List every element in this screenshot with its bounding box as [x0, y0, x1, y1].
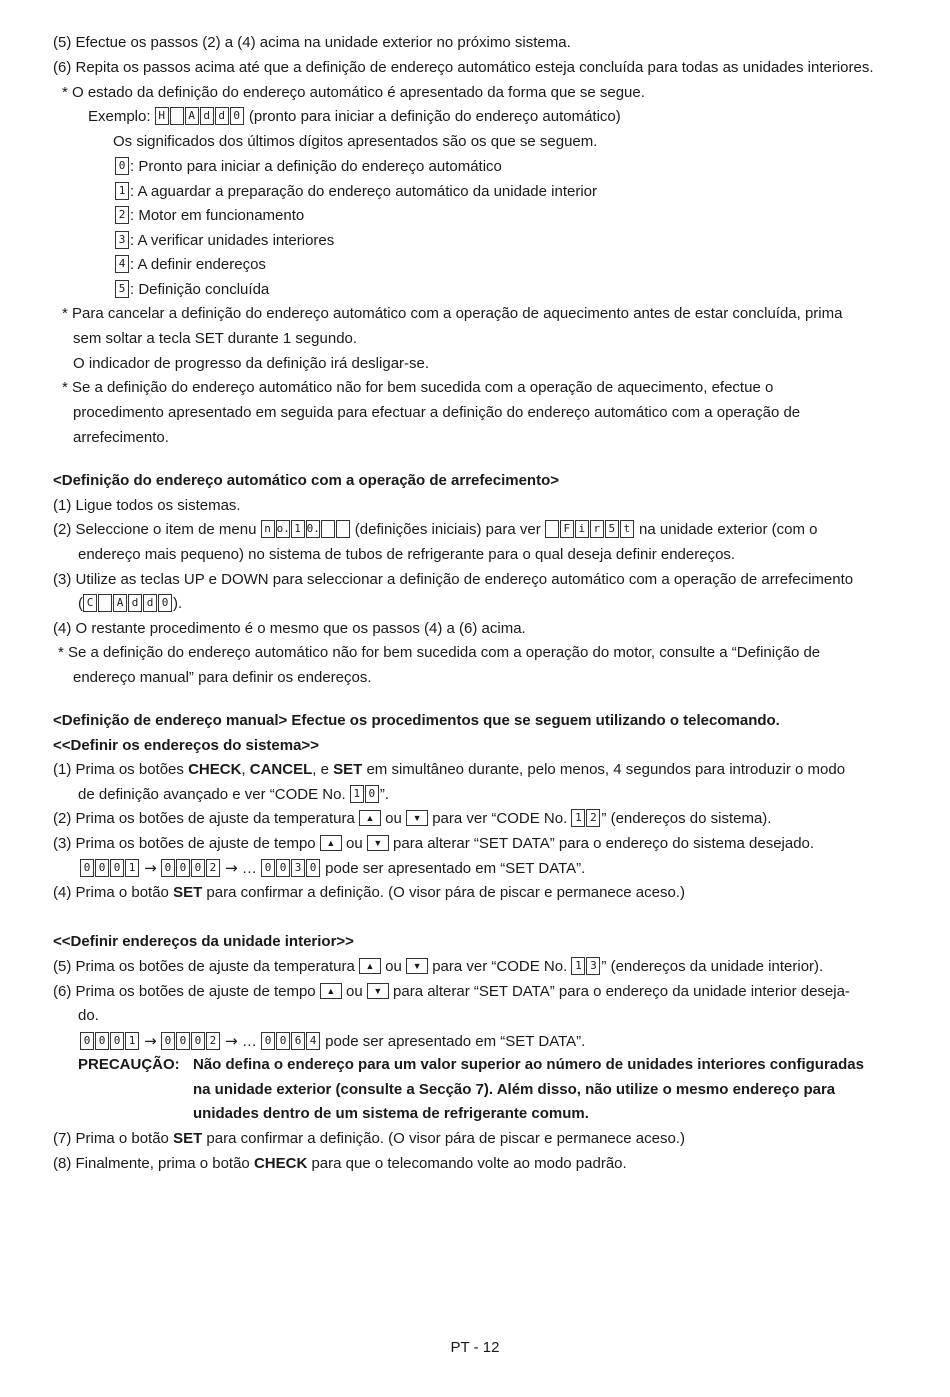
down-triangle-icon: ▼	[367, 835, 389, 851]
display-0064	[261, 1032, 321, 1050]
down-triangle-icon: ▼	[367, 983, 389, 999]
display-digit: 3	[586, 957, 600, 975]
display-digit: C	[83, 594, 97, 612]
display-code-13	[571, 957, 601, 975]
display-0030	[261, 859, 321, 877]
right-arrow-icon: →	[144, 1032, 157, 1050]
up-triangle-icon: ▲	[359, 810, 381, 826]
digit-0-display	[115, 157, 130, 175]
display-digit: A	[185, 107, 199, 125]
display-digit: 0	[158, 594, 172, 612]
display-digit: 0	[176, 1032, 190, 1050]
display-digit: 1	[571, 957, 585, 975]
display-digit: 6	[291, 1032, 305, 1050]
display-digit: 0	[176, 859, 190, 877]
cancel-note-1: * Para cancelar a definição do endereço automático com a operação de aquecimento antes de estar concluída, prima	[62, 305, 843, 322]
cool-step-2: (2) Seleccione o item de menu n o. 1 0. (definições iniciais) para ver F i r 5 t na unidade exterior (com o	[53, 521, 818, 538]
subheading-indoor: <<Definir endereços da unidade interior>>	[53, 933, 354, 950]
display-digit: 1	[571, 809, 585, 827]
display-digit: 1	[125, 859, 139, 877]
display-digit: A	[113, 594, 127, 612]
indoor-step-7: (7) Prima o botão SET para confirmar a definição. (O visor pára de piscar e permanece aceso.)	[53, 1130, 685, 1147]
display-digit: 0	[191, 859, 205, 877]
precaution-line-2: na unidade exterior (consulte a Secção 7). Além disso, não utilize o mesmo endereço para	[193, 1081, 836, 1098]
sys-step-2: (2) Prima os botões de ajuste da temperatura ▲ ou ▼ para ver “CODE No. 1 2 ” (endereços do sistema).	[53, 810, 772, 827]
fail-note-2: procedimento apresentado em seguida para efectuar a definição do endereço automático com a operação de	[73, 404, 801, 421]
digit-4-display	[115, 255, 130, 273]
display-digit: 1	[115, 182, 129, 200]
down-triangle-icon: ▼	[406, 958, 428, 974]
indoor-step-5: (5) Prima os botões de ajuste da temperatura ▲ ou ▼ para ver “CODE No. 1 3 ” (endereços da unidade interior).	[53, 958, 824, 975]
display-digit: 0	[261, 859, 275, 877]
display-digit: 0	[95, 859, 109, 877]
display-digit: 3	[115, 231, 129, 249]
display-digit: 0	[161, 1032, 175, 1050]
display-0002	[161, 1032, 221, 1050]
display-digit: d	[215, 107, 229, 125]
section-heading-manual: <Definição de endereço manual> Efectue os procedimentos que se seguem utilizando o telecomando.	[53, 712, 780, 729]
up-triangle-icon: ▲	[320, 835, 342, 851]
display-0001	[80, 1032, 140, 1050]
display-digit: 0	[110, 859, 124, 877]
up-triangle-icon: ▲	[320, 983, 342, 999]
display-digit: d	[200, 107, 214, 125]
display-digit: 4	[115, 255, 129, 273]
meaning-4: 4 : A definir endereços	[115, 255, 266, 275]
sys-step-1-cont: de definição avançado e ver “CODE No. 1 0 ”.	[78, 786, 389, 803]
display-digit	[545, 520, 559, 538]
display-digit	[98, 594, 112, 612]
meaning-3: 3 : A verificar unidades interiores	[115, 231, 334, 251]
display-0001	[80, 859, 140, 877]
display-digit: 0	[261, 1032, 275, 1050]
meaning-1: 1 : A aguardar a preparação do endereço automático da unidade interior	[115, 182, 597, 202]
indoor-step-6-cont: do.	[78, 1007, 99, 1024]
display-hadd0	[155, 107, 245, 125]
display-digit: 0	[80, 1032, 94, 1050]
sys-step-1: (1) Prima os botões CHECK, CANCEL, e SET em simultâneo durante, pelo menos, 4 segundos para introduzir o modo	[53, 761, 846, 778]
page-number: PT - 12	[450, 1339, 500, 1356]
sys-step-4: (4) Prima o botão SET para confirmar a definição. (O visor pára de piscar e permanece aceso.)	[53, 884, 685, 901]
display-code-10	[350, 785, 380, 803]
display-digit: 0	[80, 859, 94, 877]
display-0002	[161, 859, 221, 877]
meanings-intro: Os significados dos últimos dígitos apresentados são os que se seguem.	[113, 133, 598, 150]
fail-note-1: * Se a definição do endereço automático não for bem sucedida com a operação de aquecimento, efectue o	[62, 379, 774, 396]
sys-step-3: (3) Prima os botões de ajuste de tempo ▲ ou ▼ para alterar “SET DATA” para o endereço do sistema desejado.	[53, 835, 815, 852]
display-digit: 1	[350, 785, 364, 803]
cool-note-1: * Se a definição do endereço automático não for bem sucedida com a operação do motor, consulte a “Definição de	[58, 644, 821, 661]
cool-step-3: (3) Utilize as teclas UP e DOWN para seleccionar a definição de endereço automático com a operação de arrefecimento	[53, 571, 854, 588]
display-digit	[336, 520, 350, 538]
status-note: * O estado da definição do endereço automático é apresentado da forma que se segue.	[62, 84, 645, 101]
display-code-12	[571, 809, 601, 827]
digit-5-display	[115, 280, 130, 298]
display-digit: 5	[115, 280, 129, 298]
meaning-2: 2 : Motor em funcionamento	[115, 206, 304, 226]
meaning-0: 0 : Pronto para iniciar a definição do endereço automático	[115, 157, 502, 177]
fail-note-3: arrefecimento.	[73, 429, 169, 446]
display-first	[545, 520, 635, 538]
display-digit: t	[620, 520, 634, 538]
cool-step-2-cont: endereço mais pequeno) no sistema de tubos de refrigerante para o qual deseja definir endereços.	[78, 546, 736, 563]
display-digit: 0	[230, 107, 244, 125]
display-no10	[261, 520, 351, 538]
display-digit	[170, 107, 184, 125]
display-digit: 2	[586, 809, 600, 827]
display-digit: r	[590, 520, 604, 538]
display-digit: d	[128, 594, 142, 612]
display-digit: 0	[95, 1032, 109, 1050]
precaution-line-1: Não defina o endereço para um valor superior ao número de unidades interiores configuradas	[193, 1056, 864, 1073]
cancel-note-2: sem soltar a tecla SET durante 1 segundo.	[73, 330, 358, 347]
right-arrow-icon: →	[225, 1032, 238, 1050]
display-digit: 0	[161, 859, 175, 877]
display-digit: i	[575, 520, 589, 538]
example-line: Exemplo: H A d d 0 (pronto para iniciar a definição do endereço automático)	[88, 108, 621, 125]
indoor-step-8: (8) Finalmente, prima o botão CHECK para que o telecomando volte ao modo padrão.	[53, 1155, 627, 1172]
display-digit: 3	[291, 859, 305, 877]
subheading-system: <<Definir os endereços do sistema>>	[53, 737, 319, 754]
cool-note-2: endereço manual” para definir os endereços.	[73, 669, 372, 686]
display-digit: 0	[365, 785, 379, 803]
right-arrow-icon: →	[225, 859, 238, 877]
display-digit: 0	[110, 1032, 124, 1050]
display-cadd0	[83, 594, 173, 612]
display-digit: 1	[291, 520, 305, 538]
display-digit: 2	[206, 1032, 220, 1050]
cool-step-1: (1) Ligue todos os sistemas.	[53, 497, 241, 514]
up-triangle-icon: ▲	[359, 958, 381, 974]
display-digit: 0	[276, 1032, 290, 1050]
display-digit: H	[155, 107, 169, 125]
sys-step-3-sequence: 0 0 0 1 → 0 0 0 2 → … 0 0 3 0 pode ser apresentado em “SET DATA”.	[80, 858, 585, 879]
display-digit: 1	[125, 1032, 139, 1050]
display-digit: 2	[115, 206, 129, 224]
display-digit: 4	[306, 1032, 320, 1050]
cool-step-3-cont: ( C A d d 0 ).	[78, 595, 183, 612]
indoor-step-6-sequence: 0 0 0 1 → 0 0 0 2 → … 0 0 6 4 pode ser apresentado em “SET DATA”.	[80, 1031, 585, 1052]
display-digit: F	[560, 520, 574, 538]
right-arrow-icon: →	[144, 859, 157, 877]
display-digit: 0	[191, 1032, 205, 1050]
display-digit: 0	[115, 157, 129, 175]
indoor-step-6: (6) Prima os botões de ajuste de tempo ▲ ou ▼ para alterar “SET DATA” para o endereço da unidade interior deseja-	[53, 983, 850, 1000]
section-heading-cooling: <Definição do endereço automático com a operação de arrefecimento>	[53, 472, 559, 489]
display-digit: 2	[206, 859, 220, 877]
display-digit: 5	[605, 520, 619, 538]
display-digit: 0.	[306, 520, 320, 538]
precaution-label: PRECAUÇÃO:	[78, 1056, 180, 1073]
display-digit: n	[261, 520, 275, 538]
digit-3-display	[115, 231, 130, 249]
down-triangle-icon: ▼	[406, 810, 428, 826]
step-6: (6) Repita os passos acima até que a definição de endereço automático esteja concluída para todas as unidades interiores.	[53, 59, 874, 76]
step-5: (5) Efectue os passos (2) a (4) acima na unidade exterior no próximo sistema.	[53, 34, 571, 51]
meaning-5: 5 : Definição concluída	[115, 280, 269, 300]
precaution-line-3: unidades dentro de um sistema de refrigerante comum.	[193, 1105, 589, 1122]
display-digit: 0	[306, 859, 320, 877]
cool-step-4: (4) O restante procedimento é o mesmo que os passos (4) a (6) acima.	[53, 620, 526, 637]
cancel-note-3: O indicador de progresso da definição irá desligar-se.	[73, 355, 430, 372]
digit-2-display	[115, 206, 130, 224]
display-digit	[321, 520, 335, 538]
display-digit: o.	[276, 520, 290, 538]
display-digit: 0	[276, 859, 290, 877]
digit-1-display	[115, 182, 130, 200]
display-digit: d	[143, 594, 157, 612]
